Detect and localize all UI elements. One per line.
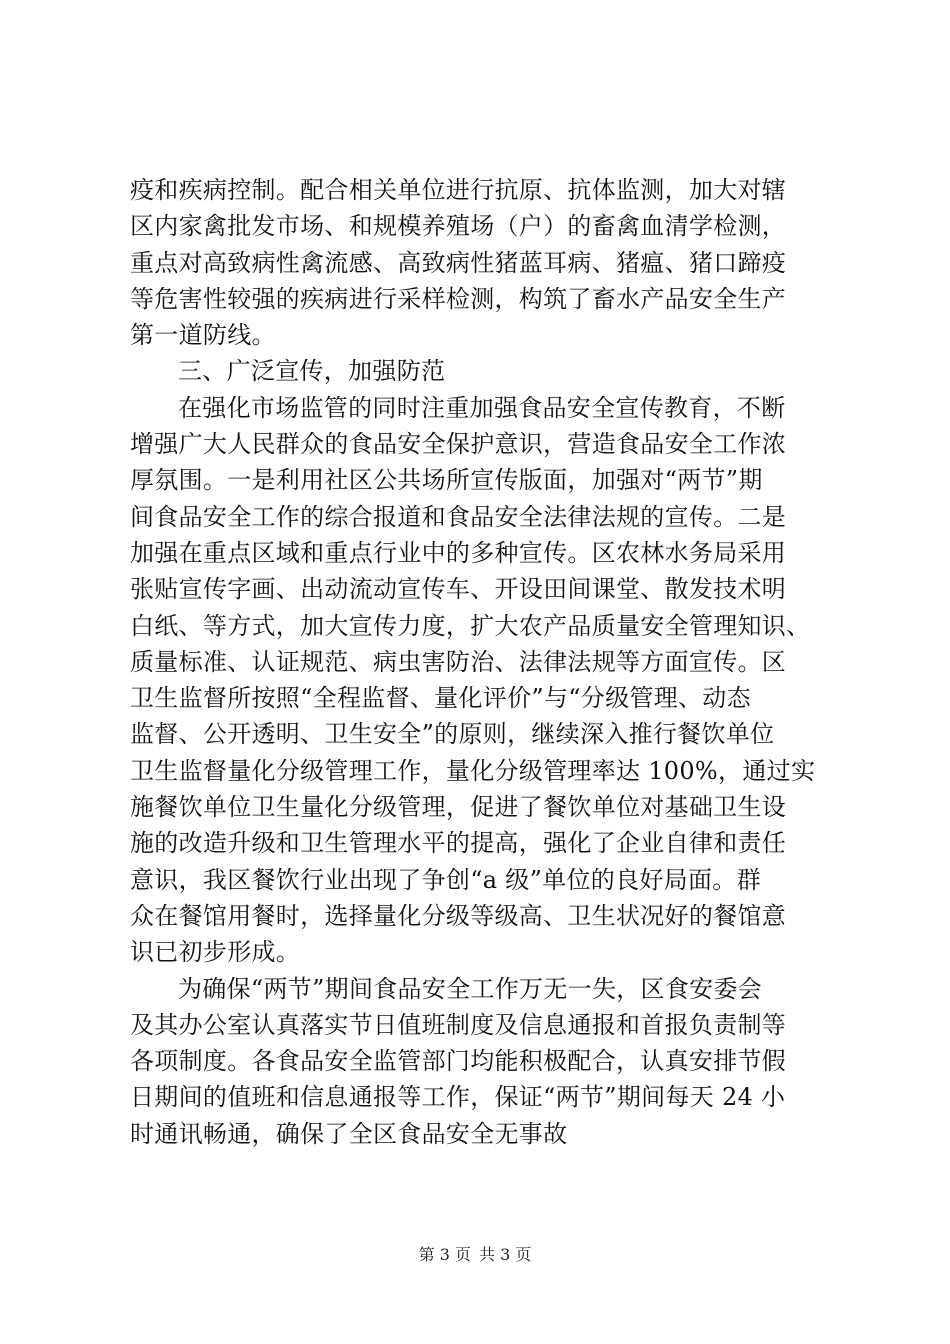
text-line: 重点对高致病性禽流感、高致病性猪蓝耳病、猪瘟、猪口蹄疫 [130, 248, 787, 277]
text-line: 间食品安全工作的综合报道和食品安全法律法规的宣传。二是 [130, 502, 787, 531]
text-line: 卫生监督量化分级管理工作，量化分级管理率达 100%，通过实 [130, 756, 816, 785]
text-line: 施的改造升级和卫生管理水平的提高，强化了企业自律和责任 [130, 829, 787, 858]
text-line: 识已初步形成。 [130, 938, 301, 967]
text-line: 时通讯畅通，确保了全区食品安全无事故 [130, 1119, 568, 1148]
text-line: 为确保“两节”期间食品安全工作万无一失，区食安委会 [178, 974, 763, 1003]
text-line: 质量标准、认证规范、病虫害防治、法律法规等方面宣传。区 [130, 647, 787, 676]
page-number: 第 3 页 [418, 1245, 471, 1264]
text-line: 张贴宣传字画、出动流动宣传车、开设田间课堂、散发技术明 [130, 575, 787, 604]
text-line: 卫生监督所按照“全程监督、量化评价”与“分级管理、动态 [130, 684, 751, 713]
text-line: 意识，我区餐饮行业出现了争创“a 级”单位的良好局面。群 [130, 865, 761, 894]
text-line: 白纸、等方式，加大宣传力度，扩大农产品质量安全管理知识、 [130, 611, 811, 640]
page-total: 共 3 页 [479, 1245, 532, 1264]
text-line: 加强在重点区域和重点行业中的多种宣传。区农林水务局采用 [130, 538, 787, 567]
text-line: 厚氛围。一是利用社区公共场所宣传版面，加强对“两节”期 [130, 466, 763, 495]
text-line: 疫和疾病控制。配合相关单位进行抗原、抗体监测，加大对辖 [130, 176, 787, 204]
text-line: 各项制度。各食品安全监管部门均能积极配合，认真安排节假 [130, 1047, 787, 1076]
text-line: 施餐饮单位卫生量化分级管理，促进了餐饮单位对基础卫生设 [130, 793, 787, 822]
text-line: 增强广大人民群众的食品安全保护意识，营造食品安全工作浓 [130, 430, 787, 459]
text-line: 等危害性较强的疾病进行采样检测，构筑了畜水产品安全生产 [130, 284, 787, 313]
text-line: 及其办公室认真落实节日值班制度及信息通报和首报负责制等 [130, 1010, 787, 1039]
text-line: 日期间的值班和信息通报等工作，保证“两节”期间每天 24 小 [130, 1083, 786, 1112]
text-line: 第一道防线。 [130, 321, 276, 350]
text-line: 监督、公开透明、卫生安全”的原则，继续深入推行餐饮单位 [130, 720, 775, 749]
text-line: 在强化市场监管的同时注重加强食品安全宣传教育，不断 [178, 393, 786, 422]
page-footer [0, 1245, 950, 1265]
text-line: 区内家禽批发市场、和规模养殖场（户）的畜禽血清学检测， [130, 212, 787, 241]
document-body [130, 172, 830, 1152]
section-heading: 三、广泛宣传，加强防范 [178, 357, 446, 386]
text-line: 众在餐馆用餐时，选择量化分级等级高、卫生状况好的餐馆意 [130, 901, 787, 930]
